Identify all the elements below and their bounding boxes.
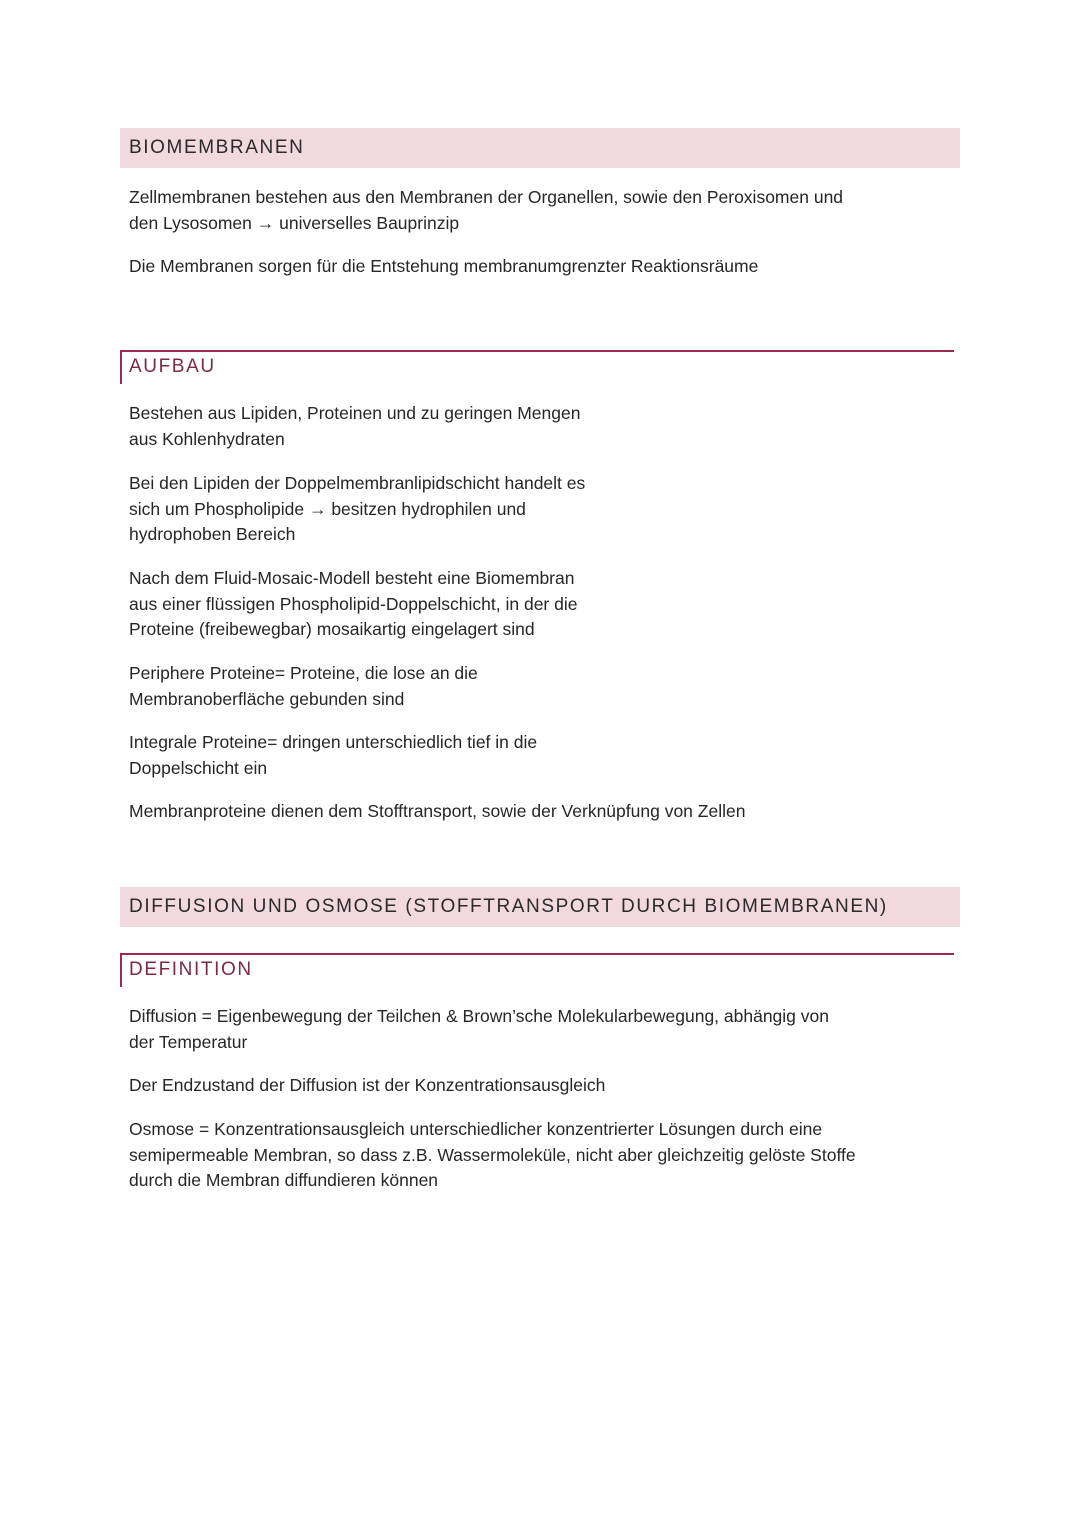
text-line: Die Membranen sorgen für die Entstehung membranumgrenzter Reaktionsräume bbox=[129, 256, 759, 276]
heading-biomembranen bbox=[120, 128, 960, 168]
text-line: sich um Phospholipide → besitzen hydrophilen und bbox=[129, 498, 526, 519]
text-line: Doppelschicht ein bbox=[129, 757, 268, 778]
text-line: Membranproteine dienen dem Stofftransport, sowie der Verknüpfung von Zellen bbox=[129, 801, 746, 821]
paragraph-reaktionsraeume bbox=[129, 254, 758, 280]
text-line: Osmose = Konzentrationsausgleich unterschiedlicher konzentrierter Lösungen durch eine bbox=[129, 1119, 823, 1139]
text-line: Proteine (freibewegbar) mosaikartig eingelagert sind bbox=[129, 619, 535, 639]
text-line: Zellmembranen bestehen aus den Membranen der Organellen, sowie den Peroxisomen und bbox=[129, 187, 844, 207]
paragraph-lipide bbox=[129, 471, 585, 548]
paragraph-bestehen bbox=[129, 401, 580, 452]
subheading-aufbau bbox=[120, 350, 954, 384]
text-line: Membranoberfläche gebunden sind bbox=[129, 688, 405, 709]
text-line: Nach dem Fluid-Mosaic-Modell besteht eine Biomembran bbox=[129, 568, 575, 588]
paragraph-integrale-proteine bbox=[129, 730, 537, 781]
paragraph-osmose bbox=[129, 1117, 856, 1194]
subheading-definition-text: DEFINITION bbox=[129, 959, 253, 980]
text-line: Periphere Proteine= Proteine, die lose an die bbox=[129, 663, 478, 683]
text-line: Bestehen aus Lipiden, Proteinen und zu geringen Mengen bbox=[129, 403, 581, 423]
text-line: Der Endzustand der Diffusion ist der Konzentrationsausgleich bbox=[129, 1075, 606, 1095]
heading-biomembranen-text: BIOMEMBRANEN bbox=[129, 137, 305, 158]
text-line: Diffusion = Eigenbewegung der Teilchen & Brown’sche Molekularbewegung, abhängig von bbox=[129, 1006, 829, 1026]
text-line: aus einer flüssigen Phospholipid-Doppelschicht, in der die bbox=[129, 593, 578, 614]
paragraph-zellmembranen bbox=[129, 185, 843, 236]
text-line: hydrophoben Bereich bbox=[129, 524, 296, 544]
heading-diffusion-osmose-text: DIFFUSION UND OSMOSE (STOFFTRANSPORT DURCH BIOMEMBRANEN) bbox=[129, 896, 888, 917]
text-line: den Lysosomen → universelles Bauprinzip bbox=[129, 212, 460, 233]
text-line: semipermeable Membran, so dass z.B. Wassermoleküle, nicht aber gleichzeitig gelöste Stoffe bbox=[129, 1144, 856, 1165]
paragraph-fluid-mosaic bbox=[129, 566, 577, 643]
subheading-definition bbox=[120, 953, 954, 987]
paragraph-membranproteine bbox=[129, 799, 745, 825]
text-line: aus Kohlenhydraten bbox=[129, 428, 285, 449]
paragraph-periphere-proteine bbox=[129, 661, 478, 712]
paragraph-endzustand bbox=[129, 1073, 605, 1099]
text-line: durch die Membran diffundieren können bbox=[129, 1170, 439, 1190]
text-line: der Temperatur bbox=[129, 1031, 248, 1052]
text-line: Bei den Lipiden der Doppelmembranlipidschicht handelt es bbox=[129, 473, 586, 493]
paragraph-diffusion bbox=[129, 1004, 829, 1055]
subheading-aufbau-text: AUFBAU bbox=[129, 356, 216, 377]
text-line: Integrale Proteine= dringen unterschiedlich tief in die bbox=[129, 732, 538, 752]
heading-diffusion-osmose bbox=[120, 887, 960, 927]
